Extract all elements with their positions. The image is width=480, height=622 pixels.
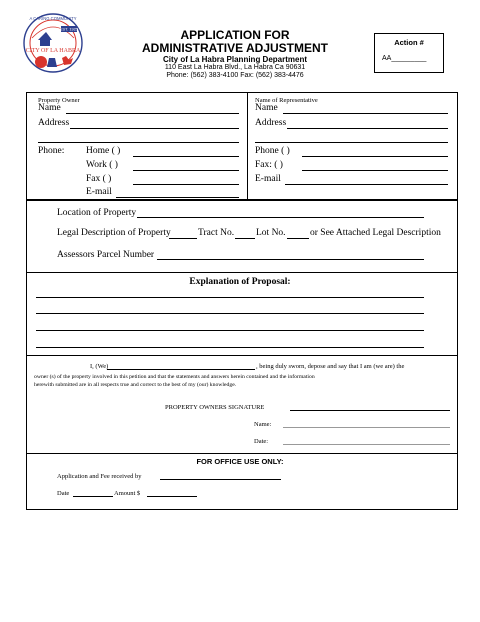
owner-address-label: Address — [38, 118, 70, 128]
declaration-date-label: Date: — [254, 438, 269, 445]
rep-address-line2-input[interactable] — [255, 142, 448, 143]
declaration-we-label: I, (We) — [90, 363, 109, 370]
rep-fax-label: Fax: ( ) — [255, 160, 283, 170]
action-number-title: Action # — [394, 38, 424, 47]
received-by-input[interactable] — [160, 479, 281, 480]
signature-input[interactable] — [290, 410, 450, 411]
declarant-name-input[interactable] — [107, 369, 255, 370]
lot-input[interactable] — [287, 238, 309, 239]
owner-phone-label: Phone: — [38, 146, 65, 156]
declaration-date-input[interactable] — [283, 444, 450, 445]
rep-name-input[interactable] — [283, 113, 448, 114]
explanation-line-1[interactable] — [36, 297, 424, 298]
declaration-line2: owner (s) of the property involved in this petition and that the statements and answers herein contained and the information — [34, 374, 315, 380]
rep-email-label: E-mail — [255, 174, 281, 184]
amount-label: Amount $ — [114, 490, 141, 497]
form-title-line2: ADMINISTRATIVE ADJUSTMENT — [142, 41, 328, 55]
owner-heading: Property Owner — [38, 97, 80, 104]
owner-address-input[interactable] — [70, 128, 239, 129]
rep-address-label: Address — [255, 118, 287, 128]
owner-fax-label: Fax ( ) — [86, 174, 112, 184]
action-number-box — [374, 33, 444, 73]
seal-arc-text: A CARING COMMUNITY — [29, 16, 77, 21]
declaration-divider — [26, 355, 458, 356]
owner-home-label: Home ( ) — [86, 146, 121, 156]
department-name: City of La Habra Planning Department — [162, 55, 308, 64]
legal-description-label: Legal Description of Property — [57, 228, 171, 238]
legal-description-input[interactable] — [169, 238, 197, 239]
declaration-line1: , being duly sworn, depose and say that I am (we are) the — [256, 363, 405, 370]
owner-email-label: E-mail — [86, 187, 112, 197]
received-by-label: Application and Fee received by — [57, 473, 142, 480]
rep-name-label: Name — [255, 103, 278, 113]
owner-email-input[interactable] — [116, 197, 239, 198]
attached-legal-label: or See Attached Legal Description — [310, 228, 441, 238]
tract-label: Tract No. — [198, 228, 235, 238]
declaration-name-label: Name: — [254, 421, 272, 428]
signature-label: PROPERTY OWNERS SIGNATURE — [165, 404, 265, 411]
explanation-title: Explanation of Proposal: — [189, 277, 291, 287]
location-label: Location of Property — [57, 208, 137, 218]
explanation-line-3[interactable] — [36, 330, 424, 331]
department-address: 110 East La Habra Blvd., La Habra Ca 90631 — [164, 64, 306, 71]
explanation-line-4[interactable] — [36, 347, 424, 348]
owner-work-label: Work ( ) — [86, 160, 118, 170]
office-date-label: Date — [57, 490, 70, 497]
owner-name-input[interactable] — [66, 113, 239, 114]
apn-input[interactable] — [157, 259, 424, 260]
seal-city-text: CITY OF LA HABRA — [25, 48, 81, 54]
department-phone-fax: Phone: (562) 383-4100 Fax: (562) 383-4476 — [166, 72, 304, 79]
rep-phone-input[interactable] — [302, 156, 448, 157]
city-seal-logo — [22, 12, 84, 74]
declaration-name-input[interactable] — [283, 427, 450, 428]
explanation-line-2[interactable] — [36, 313, 424, 314]
contact-divider — [247, 92, 248, 199]
rep-email-input[interactable] — [285, 184, 448, 185]
amount-input[interactable] — [147, 496, 197, 497]
owner-home-phone-input[interactable] — [133, 156, 239, 157]
rep-phone-label: Phone ( ) — [255, 146, 290, 156]
rep-address-input[interactable] — [287, 128, 448, 129]
owner-address-line2-input[interactable] — [38, 142, 239, 143]
seal-est-text: EST. 1925 — [59, 26, 79, 32]
apn-label: Assessors Parcel Number — [57, 250, 155, 260]
tract-input[interactable] — [235, 238, 255, 239]
declaration-line3: herewith submitted are in all respects true and correct to the best of my (our) knowledge. — [34, 382, 237, 388]
explanation-divider — [26, 272, 458, 273]
office-divider — [26, 453, 458, 454]
rep-heading: Name of Representative — [255, 97, 318, 104]
action-number-field[interactable]: AA_________ — [382, 55, 427, 62]
office-use-title: FOR OFFICE USE ONLY: — [196, 457, 284, 466]
owner-name-label: Name — [38, 103, 61, 113]
owner-work-phone-input[interactable] — [133, 170, 239, 171]
form-title-line1: APPLICATION FOR — [180, 28, 290, 42]
location-input[interactable] — [137, 217, 424, 218]
office-date-input[interactable] — [73, 496, 113, 497]
owner-fax-input[interactable] — [133, 184, 239, 185]
rep-fax-input[interactable] — [302, 170, 448, 171]
lot-label: Lot No. — [256, 228, 286, 238]
